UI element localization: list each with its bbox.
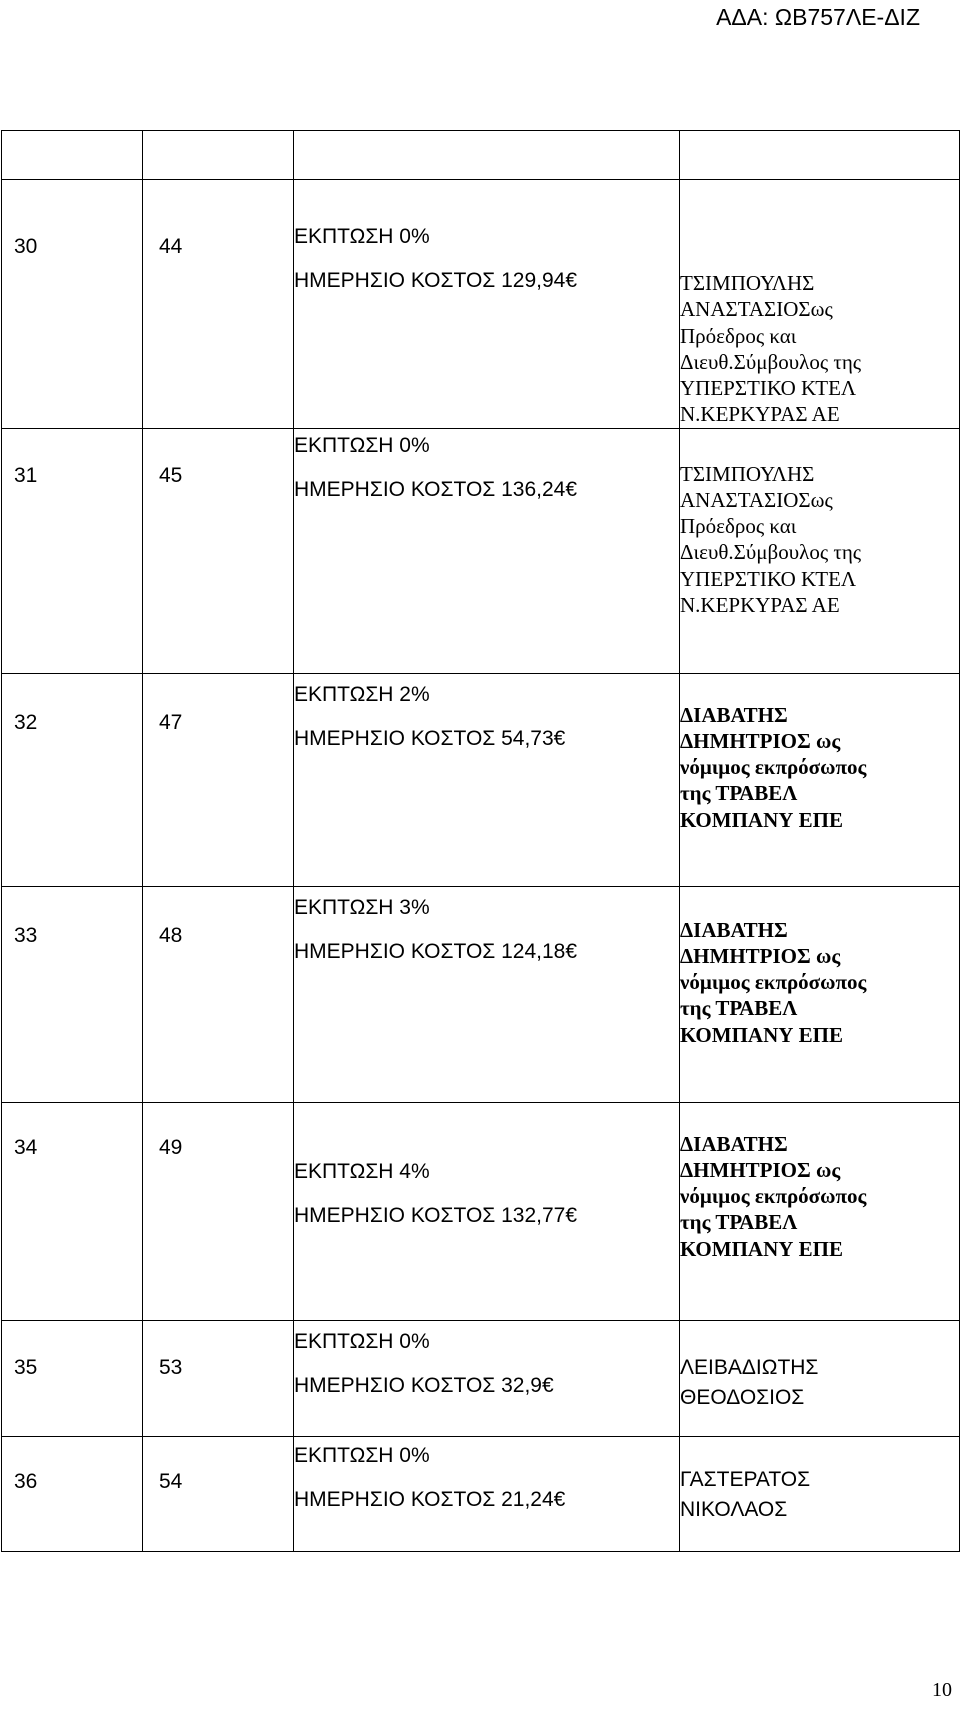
daily-cost-text: ΗΜΕΡΗΣΙΟ ΚΟΣΤΟΣ 124,18€: [294, 939, 578, 963]
row-number: 32: [14, 710, 38, 734]
rep-line: ΔΗΜΗΤΡΙΟΣ ως: [680, 943, 841, 968]
representative-cell: [680, 180, 960, 429]
rep-line: ΔΙΑΒΑΤΗΣ: [680, 702, 788, 727]
table-row: [2, 1436, 960, 1551]
rep-line: ΚΟΜΠΑΝΥ ΕΠΕ: [680, 807, 844, 832]
rep-line: ΔΗΜΗΤΡΙΟΣ ως: [680, 728, 841, 753]
header-cell: [294, 131, 680, 180]
discount-text: ΕΚΠΤΩΣΗ 4%: [294, 1159, 430, 1183]
daily-cost-text: ΗΜΕΡΗΣΙΟ ΚΟΣΤΟΣ 129,94€: [294, 269, 578, 293]
discount-text: ΕΚΠΤΩΣΗ 2%: [294, 682, 430, 706]
table-row: [2, 1320, 960, 1436]
discount-text: ΕΚΠΤΩΣΗ 0%: [294, 1443, 430, 1467]
table-row: [2, 673, 960, 886]
daily-cost-text: ΗΜΕΡΗΣΙΟ ΚΟΣΤΟΣ 136,24€: [294, 477, 578, 501]
rep-line: ΥΠΕΡΣΤΙΚΟ ΚΤΕΛ: [680, 376, 857, 400]
rep-line: ΘΕΟΔΟΣΙΟΣ: [680, 1385, 805, 1409]
row-number: 31: [14, 463, 38, 487]
discount-text: ΕΚΠΤΩΣΗ 0%: [294, 433, 430, 457]
row-number-cell: [2, 180, 143, 429]
rep-line: της ΤΡΑΒΕΛ: [680, 996, 798, 1021]
daily-cost-text: ΗΜΕΡΗΣΙΟ ΚΟΣΤΟΣ 21,24€: [294, 1487, 566, 1511]
discount-text: ΕΚΠΤΩΣΗ 0%: [294, 225, 430, 248]
rep-line: ΔΙΑΒΑΤΗΣ: [680, 917, 788, 942]
daily-cost-text: ΗΜΕΡΗΣΙΟ ΚΟΣΤΟΣ 54,73€: [294, 726, 566, 750]
rep-line: ΛΕΙΒΑΔΙΩΤΗΣ: [680, 1355, 819, 1379]
header-cell: [680, 131, 960, 180]
table-header-row: [2, 131, 960, 180]
table-row: [2, 1102, 960, 1320]
row-id: 44: [159, 235, 183, 258]
row-id: 53: [159, 1355, 183, 1379]
rep-line: Διευθ.Σύμβουλος της: [680, 540, 862, 565]
rep-line: ΤΣΙΜΠΟΥΛΗΣ: [680, 271, 815, 295]
rep-line: νόμιμος εκπρόσωπος: [680, 755, 867, 779]
ada-code: ΑΔΑ: ΩΒ757ΛΕ-ΔΙΖ: [716, 4, 920, 30]
row-number: 30: [14, 235, 38, 258]
header-cell: [2, 131, 143, 180]
rep-line: ΚΟΜΠΑΝΥ ΕΠΕ: [680, 1022, 844, 1047]
row-id-cell: [143, 180, 294, 429]
daily-cost-text: ΗΜΕΡΗΣΙΟ ΚΟΣΤΟΣ 132,77€: [294, 1203, 578, 1227]
row-number: 34: [14, 1135, 38, 1159]
row-id: 49: [159, 1135, 183, 1159]
header-cell: [143, 131, 294, 180]
rep-line: Πρόεδρος και: [680, 323, 797, 348]
rep-line: ΔΙΑΒΑΤΗΣ: [680, 1131, 788, 1156]
table-row: [2, 428, 960, 673]
contracts-table: [1, 130, 960, 1552]
row-id: 54: [159, 1469, 183, 1493]
page-number: 10: [932, 1679, 952, 1701]
discount-text: ΕΚΠΤΩΣΗ 3%: [294, 895, 430, 919]
rep-line: Ν.ΚΕΡΚΥΡΑΣ ΑΕ: [680, 402, 840, 427]
rep-line: ΓΑΣΤΕΡΑΤΟΣ: [680, 1467, 811, 1491]
rep-line: Διευθ.Σύμβουλος της: [680, 349, 862, 374]
rep-line: ΑΝΑΣΤΑΣΙΟΣως: [680, 297, 833, 322]
table-row: [2, 180, 960, 429]
row-id: 45: [159, 463, 183, 487]
rep-line: ΚΟΜΠΑΝΥ ΕΠΕ: [680, 1236, 844, 1261]
row-id: 48: [159, 923, 183, 947]
rep-line: Πρόεδρος και: [680, 514, 797, 538]
discount-text: ΕΚΠΤΩΣΗ 0%: [294, 1329, 430, 1353]
rep-line: ΑΝΑΣΤΑΣΙΟΣως: [680, 487, 833, 512]
rep-line: ΥΠΕΡΣΤΙΚΟ ΚΤΕΛ: [680, 566, 857, 591]
description-cell: [294, 180, 680, 429]
rep-line: της ΤΡΑΒΕΛ: [680, 1210, 798, 1235]
table-row: [2, 886, 960, 1102]
row-number: 35: [14, 1355, 38, 1379]
daily-cost-text: ΗΜΕΡΗΣΙΟ ΚΟΣΤΟΣ 32,9€: [294, 1373, 554, 1397]
rep-line: ΝΙΚΟΛΑΟΣ: [680, 1497, 788, 1521]
rep-line: Ν.ΚΕΡΚΥΡΑΣ ΑΕ: [680, 592, 840, 617]
row-id: 47: [159, 710, 183, 734]
row-number: 36: [14, 1469, 38, 1493]
rep-line: της ΤΡΑΒΕΛ: [680, 781, 798, 806]
row-number: 33: [14, 923, 38, 947]
rep-line: ΔΗΜΗΤΡΙΟΣ ως: [680, 1157, 841, 1182]
rep-line: ΤΣΙΜΠΟΥΛΗΣ: [680, 461, 815, 486]
rep-line: νόμιμος εκπρόσωπος: [680, 1184, 867, 1208]
rep-line: νόμιμος εκπρόσωπος: [680, 970, 867, 994]
